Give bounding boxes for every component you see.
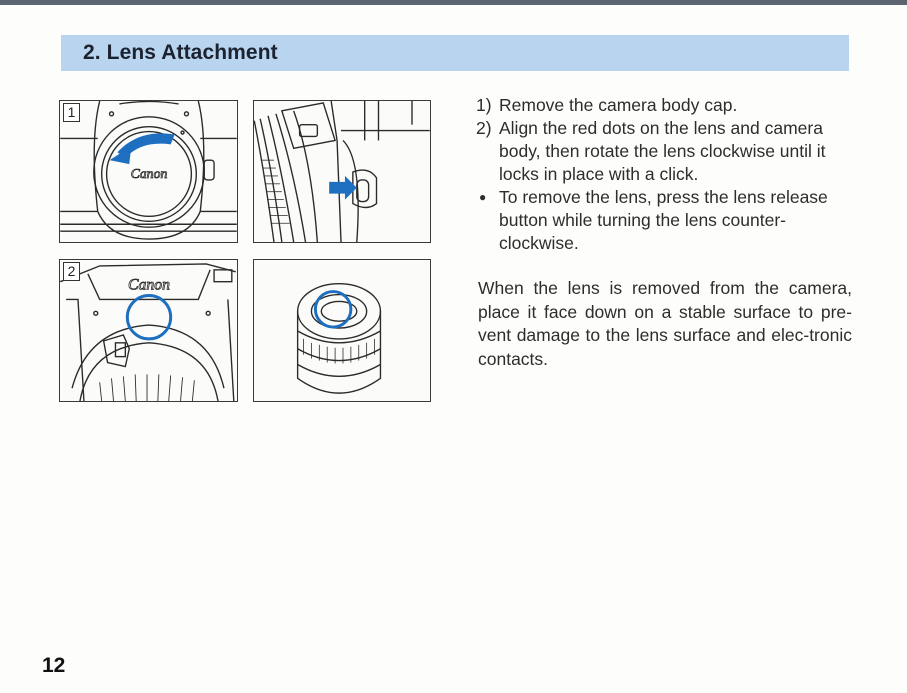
page-number: 12 <box>42 654 66 677</box>
step-text: Remove the camera body cap. <box>499 95 738 115</box>
removal-note: When the lens is removed from the camera, place it face down on a stable surface to pre-vent damage to the lens surface and elec-tronic contacts. <box>478 278 852 369</box>
lens-face-down-illustration <box>254 260 430 401</box>
camera-body-cap-illustration <box>60 101 237 242</box>
lens-alignment-illustration <box>60 260 237 401</box>
figure-2-release-button <box>253 100 431 243</box>
figure-3-alignment <box>59 259 238 402</box>
instruction-list <box>476 94 852 255</box>
figure-4-lens-face-down <box>253 259 431 402</box>
canon-logo: Canon <box>130 165 168 181</box>
step-marker: 1) <box>476 95 492 115</box>
step-text: Align the red dots on the lens and camera body, then rotate the lens clockwise until it locks in place with a click. <box>499 118 826 184</box>
step-text: To remove the lens, press the lens release button while turning the lens counter-clockwise. <box>499 187 828 253</box>
figure-1-body-cap <box>59 100 238 243</box>
bullet-marker: ● <box>479 190 487 204</box>
top-border <box>0 0 907 5</box>
step-marker: 2) <box>476 118 492 138</box>
lens-release-illustration <box>254 101 430 242</box>
instruction-bullet-remove <box>476 186 852 255</box>
instruction-step-2 <box>476 117 852 186</box>
section-title: 2. Lens Attachment <box>83 41 278 64</box>
instruction-step-1 <box>476 94 852 117</box>
figure-number-2: 2 <box>63 262 80 281</box>
canon-logo: Canon <box>127 276 171 294</box>
section-header <box>61 35 849 71</box>
figure-number-1: 1 <box>63 103 80 122</box>
